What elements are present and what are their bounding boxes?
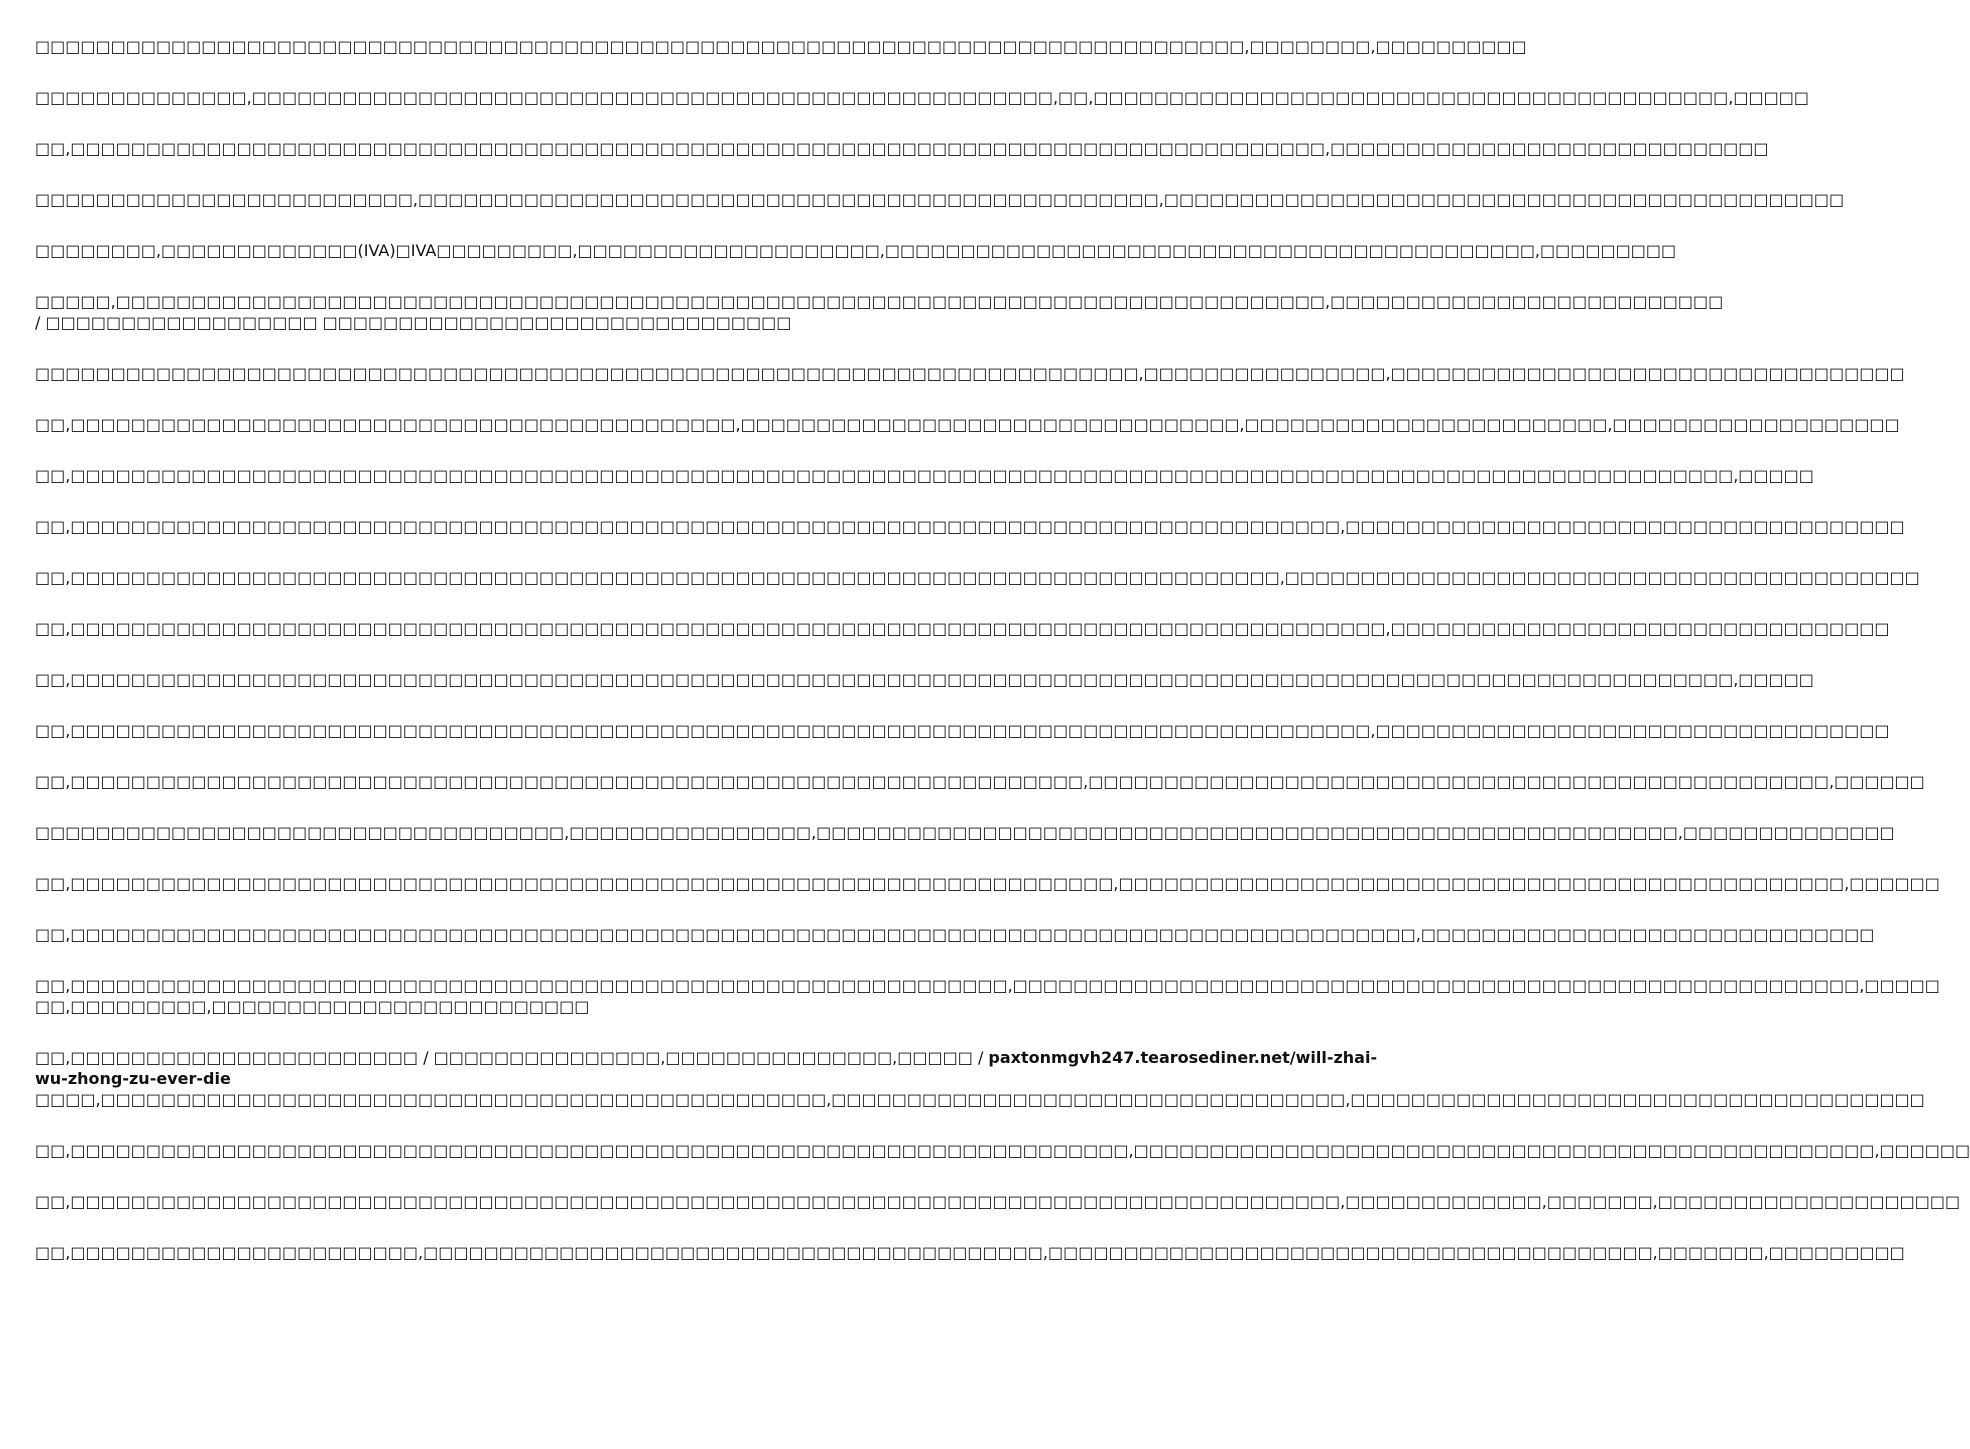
paragraph-line (35, 1047, 1378, 1068)
paragraph: □□,□□□□□□□□□□□□□□□□□□□□□□□□□□□□□□□□□□□□□□□□□□□□□□□□□□□□□□□□□□□□□□□□□□□□□□□□□□□□□□□□□□□□□□□□□□□□□□□□□□□□□□□□□□□□□□,□□□□□ (35, 670, 1814, 689)
paragraph: □□□□□□□□,□□□□□□□□□□□□□(IVA)□IVA□□□□□□□□□,□□□□□□□□□□□□□□□□□□□□,□□□□□□□□□□□□□□□□□□□□□□□□□□□□□□□□□□□□□□□□□□□,□□□□□□□□□ (35, 241, 1677, 260)
document-body (35, 36, 1970, 1293)
paragraph: □□,□□□□□□□□□□□□□□□□□□□□□□□□□□□□□□□□□□□□□□□□□□□□□□□□□□□□□□□□□□□□□□□□□□□□□,□□□□□□□□□□□□□□□□□□□□□□□□□□□□□□□□□□□□□□□□□□□□□□□□,□□□□□□ (35, 874, 1940, 893)
paragraph-line: □□□□,□□□□□□□□□□□□□□□□□□□□□□□□□□□□□□□□□□□□□□□□□□□□□□□□,□□□□□□□□□□□□□□□□□□□□□□□□□□□□□□□□□□,□□□□□□□□□□□□□□□□□□□□□□□□□□□□□□□□□□□□□□ (35, 1090, 1925, 1109)
paragraph: □□,□□□□□□□□□□□□□□□□□□□□□□□,□□□□□□□□□□□□□□□□□□□□□□□□□□□□□□□□□□□□□□□□□,□□□□□□□□□□□□□□□□□□□□□□□□□□□□□□□□□□□□□□□□,□□□□□□□,□□□□□□□□□ (35, 1243, 1905, 1262)
paragraph: □□,□□□□□□□□□□□□□□□□□□□□□□□□□□□□□□□□□□□□□□□□□□□□□□□□□□□□□□□□□□□□□□□□□□□□□□□□□□□□□□□□,□□□□□□□□□□□□□□□□□□□□□□□□□□□□□□□□□□□□□□□□□□ (35, 568, 1920, 587)
inline-link[interactable]: paxtonmgvh247.tearosediner.net/will-zhai- (988, 1048, 1378, 1067)
link-paragraph (35, 1047, 1925, 1110)
paragraph: □□□□□□□□□□□□□□□□□□□□□□□□□□□□□□□□□□□□□□□□□□□□□□□□□□□□□□□□□□□□□□□□□□□□□□□□□,□□□□□□□□□□□□□□□□,□□□□□□□□□□□□□□□□□□□□□□□□□□□□□□□□□□ (35, 364, 1905, 383)
paragraph: □□,□□□□□□□□□□□□□□□□□□□□□□□□□□□□□□□□□□□□□□□□□□□□□□□□□□□□□□□□□□□□□□□□□□□□□□□□□□□□□□□□□□□□□□,□□□□□□□□□□□□□□□□□□□□□□□□□□□□□□□□□□ (35, 721, 1890, 740)
paragraph: □□,□□□□□□□□□□□□□□□□□□□□□□□□□□□□□□□□□□□□□□□□□□□□,□□□□□□□□□□□□□□□□□□□□□□□□□□□□□□□□□,□□□□□□□□□□□□□□□□□□□□□□□□,□□□□□□□□□□□□□□□□□□□ (35, 415, 1900, 434)
paragraph: □□,□□□□□□□□□□□□□□□□□□□□□□□□□□□□□□□□□□□□□□□□□□□□□□□□□□□□□□□□□□□□□□□□□□□□□□□□□□□□□□□□□□□□□□□,□□□□□□□□□□□□□□□□□□□□□□□□□□□□□□□□□ (35, 619, 1890, 638)
paragraph-text: □□,□□□□□□□□□□□□□□□□□□□□□□□ / □□□□□□□□□□□□□□□,□□□□□□□□□□□□□□□,□□□□□ / (35, 1048, 989, 1067)
paragraph: □□,□□□□□□□□□□□□□□□□□□□□□□□□□□□□□□□□□□□□□□□□□□□□□□□□□□□□□□□□□□□□□□□□□□□□□□□□□□□□□□□□□□□,□□□□□□□□□□□□□□□□□□□□□□□□□□□□□ (35, 139, 1769, 158)
paragraph: □□,□□□□□□□□□□□□□□□□□□□□□□□□□□□□□□□□□□□□□□□□□□□□□□□□□□□□□□□□□□□□□□□□□□□□□□□□□□□□□□□□□□□□□□□□□□□□□□□□□□□□□□□□□□□□□□,□□□□□ (35, 466, 1814, 485)
paragraph: □□,□□□□□□□□□□□□□□□□□□□□□□□□□□□□□□□□□□□□□□□□□□□□□□□□□□□□□□□□□□□□□□□□□□□□□□,□□□□□□□□□□□□□□□□□□□□□□□□□□□□□□□□□□□□□□□□□□□□□□□□□,□□□□□□ (35, 1141, 1970, 1160)
paragraph: □□□□□□□□□□□□□□□□□□□□□□□□□,□□□□□□□□□□□□□□□□□□□□□□□□□□□□□□□□□□□□□□□□□□□□□□□□□,□□□□□□□□□□□□□□□□□□□□□□□□□□□□□□□□□□□□□□□□□□□□□ (35, 190, 1845, 209)
paragraph: □□,□□□□□□□□□□□□□□□□□□□□□□□□□□□□□□□□□□□□□□□□□□□□□□□□□□□□□□□□□□□□□□□□□□□□□□□□□□□□□□□□□□□□,□□□□□□□□□□□□□□□□□□□□□□□□□□□□□□□□□□□□□ (35, 517, 1905, 536)
paragraph-line: □□,□□□□□□□□□,□□□□□□□□□□□□□□□□□□□□□□□□□ (35, 997, 590, 1016)
paragraph: □□□□□□□□□□□□□□□□□□□□□□□□□□□□□□□□□□□,□□□□□□□□□□□□□□□□,□□□□□□□□□□□□□□□□□□□□□□□□□□□□□□□□□□□□□□□□□□□□□□□□□□□□□□□□□,□□□□□□□□□□□□□□ (35, 823, 1895, 842)
paragraph (35, 975, 1940, 1017)
inline-link-continued[interactable]: wu-zhong-zu-ever-die (35, 1069, 231, 1088)
paragraph-line: □□,□□□□□□□□□□□□□□□□□□□□□□□□□□□□□□□□□□□□□□□□□□□□□□□□□□□□□□□□□□□□□□,□□□□□□□□□□□□□□□□□□□□□□□□□□□□□□□□□□□□□□□□□□□□□□□□□□□□□□□□,□□□□□ (35, 976, 1940, 995)
paragraph: □□,□□□□□□□□□□□□□□□□□□□□□□□□□□□□□□□□□□□□□□□□□□□□□□□□□□□□□□□□□□□□□□□□□□□,□□□□□□□□□□□□□□□□□□□□□□□□□□□□□□□□□□□□□□□□□□□□□□□□□,□□□□□□ (35, 772, 1925, 791)
paragraph-line: / □□□□□□□□□□□□□□□□□□ □□□□□□□□□□□□□□□□□□□□□□□□□□□□□□□ (35, 313, 792, 332)
paragraph: □□□□□□□□□□□□□□,□□□□□□□□□□□□□□□□□□□□□□□□□□□□□□□□□□□□□□□□□□□□□□□□□□□□□,□□,□□□□□□□□□□□□□□□□□□□□□□□□□□□□□□□□□□□□□□□□□□,□□□□□ (35, 88, 1809, 107)
paragraph-line: □□□□□,□□□□□□□□□□□□□□□□□□□□□□□□□□□□□□□□□□□□□□□□□□□□□□□□□□□□□□□□□□□□□□□□□□□□□□□□□□□□□□□□,□□□□□□□□□□□□□□□□□□□□□□□□□□ (35, 292, 1724, 311)
paragraph (35, 291, 1724, 333)
paragraph: □□,□□□□□□□□□□□□□□□□□□□□□□□□□□□□□□□□□□□□□□□□□□□□□□□□□□□□□□□□□□□□□□□□□□□□□□□□□□□□□□□□□□□□,□□□□□□□□□□□□□,□□□□□□□,□□□□□□□□□□□□□□□□□□□□ (35, 1192, 1961, 1211)
paragraph: □□□□□□□□□□□□□□□□□□□□□□□□□□□□□□□□□□□□□□□□□□□□□□□□□□□□□□□□□□□□□□□□□□□□□□□□□□□□□□□□,□□□□□□□□,□□□□□□□□□□ (35, 37, 1527, 56)
paragraph: □□,□□□□□□□□□□□□□□□□□□□□□□□□□□□□□□□□□□□□□□□□□□□□□□□□□□□□□□□□□□□□□□□□□□□□□□□□□□□□□□□□□□□□□□□□□,□□□□□□□□□□□□□□□□□□□□□□□□□□□□□□ (35, 925, 1875, 944)
